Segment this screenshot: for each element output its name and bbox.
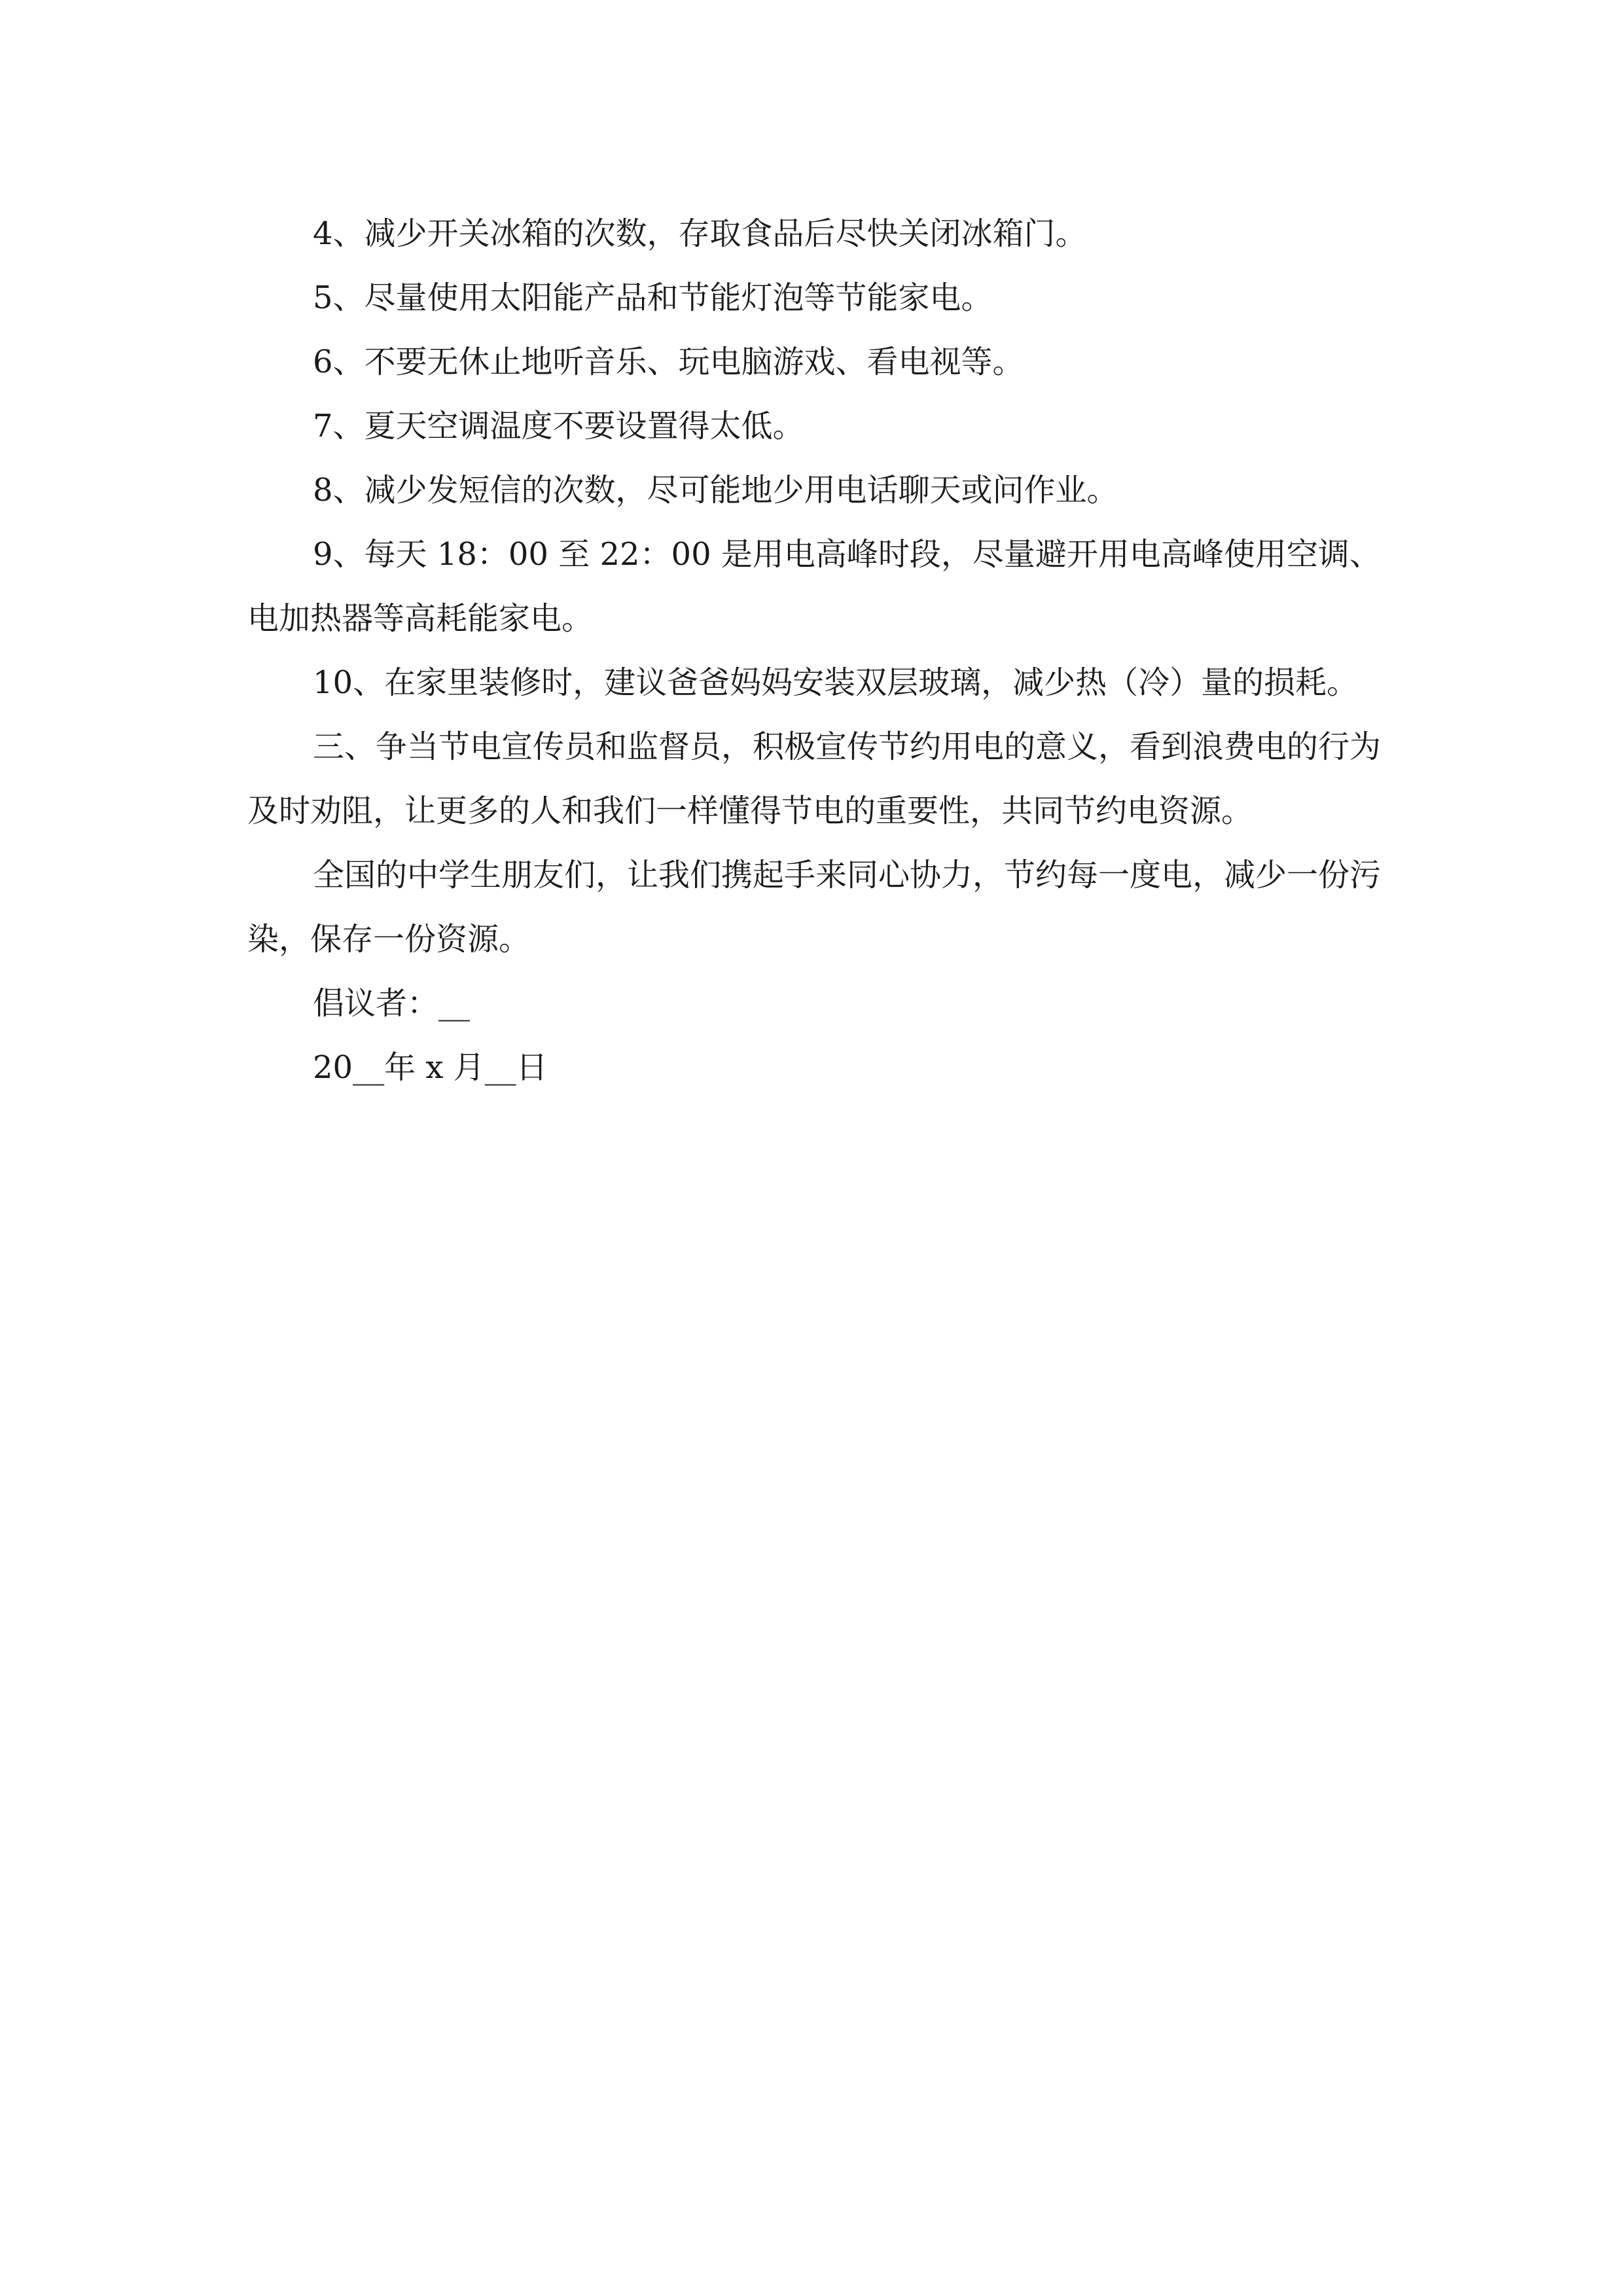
paragraph-closing: 全国的中学生朋友们，让我们携起手来同心协力，节约每一度电，减少一份污染，保存一份资源。 (247, 857, 1382, 958)
signature-line: 倡议者：__ (313, 985, 471, 1022)
date-line: 20__年 x 月__日 (313, 1049, 548, 1086)
paragraph-item-6: 6、不要无休止地听音乐、玩电脑游戏、看电视等。 (313, 344, 1024, 380)
paragraph-item-10: 10、在家里装修时，建议爸爸妈妈安装双层玻璃，减少热（冷）量的损耗。 (313, 664, 1359, 701)
paragraph-item-4: 4、减少开关冰箱的次数，存取食品后尽快关闭冰箱门。 (313, 215, 1087, 252)
paragraph-section-three: 三、争当节电宣传员和监督员，积极宣传节约用电的意义，看到浪费电的行为及时劝阻，让更多的人和我们一样懂得节电的重要性，共同节约电资源。 (247, 728, 1382, 829)
document-body (247, 202, 1399, 1100)
paragraph-item-5: 5、尽量使用太阳能产品和节能灯泡等节能家电。 (313, 279, 993, 316)
paragraph-item-8: 8、减少发短信的次数，尽可能地少用电话聊天或问作业。 (313, 472, 1118, 509)
paragraph-item-7: 7、夏天空调温度不要设置得太低。 (313, 408, 804, 444)
paragraph-item-9: 9、每天 18：00 至 22：00 是用电高峰时段，尽量避开用电高峰使用空调、电加热器等高耗能家电。 (247, 536, 1381, 637)
